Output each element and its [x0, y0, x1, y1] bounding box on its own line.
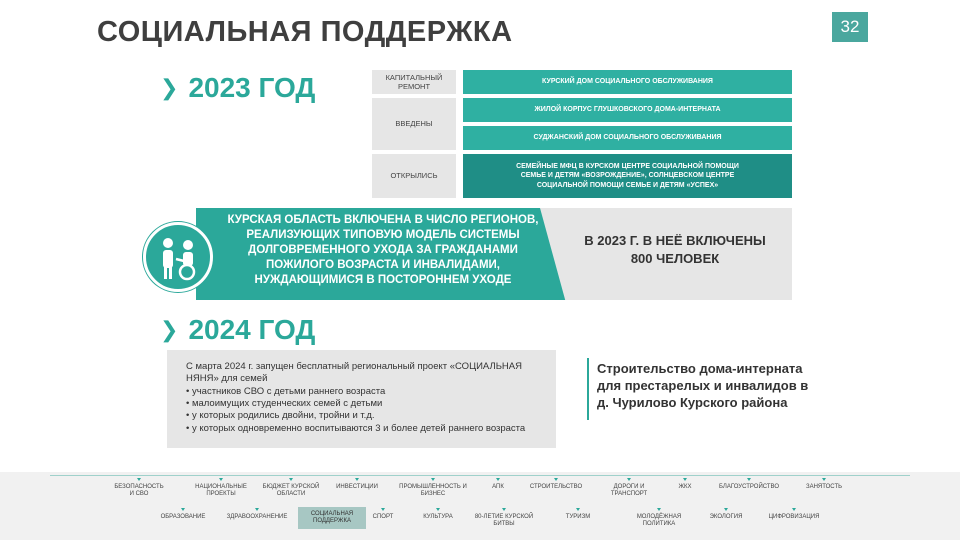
nav-kursk-battle[interactable]: 80-ЛЕТИЕ КУРСКОЙ БИТВЫ	[472, 514, 536, 528]
row-item-introduced-1: ЖИЛОЙ КОРПУС ГЛУШКОВСКОГО ДОМА-ИНТЕРНАТА	[463, 98, 792, 122]
chevron-right-icon: ❯	[160, 75, 179, 100]
nav-tourism[interactable]: ТУРИЗМ	[556, 514, 600, 521]
row-label-introduced: ВВЕДЕНЫ	[372, 98, 456, 150]
included-count: 800	[630, 250, 653, 266]
year-2023-heading	[160, 72, 315, 104]
nav-culture[interactable]: КУЛЬТУРА	[414, 514, 462, 521]
nav-youth-policy[interactable]: МОЛОДЁЖНАЯ ПОЛИТИКА	[630, 514, 688, 528]
banner-text: КУРСКАЯ ОБЛАСТЬ ВКЛЮЧЕНА В ЧИСЛО РЕГИОНОВ, РЕАЛИЗУЮЩИХ ТИПОВУЮ МОДЕЛЬ СИСТЕМЫ ДОЛГОВРЕМЕННОГО УХОДА ЗА ГРАЖДАНАМИ ПОЖИЛОГО ВОЗРАСТА И ИНВАЛИДАМИ, НУЖДАЮЩИМИСЯ В ПОСТОРОННЕМ УХОДЕ	[227, 214, 539, 286]
year-2023-label: 2023 ГОД	[188, 72, 316, 103]
nav-healthcare[interactable]: ЗДРАВООХРАНЕНИЕ	[222, 514, 292, 521]
nav-security[interactable]: БЕЗОПАСНОСТЬ И СВО	[112, 484, 166, 498]
page-title: СОЦИАЛЬНАЯ ПОДДЕРЖКА	[97, 16, 513, 48]
nav-roads[interactable]: ДОРОГИ И ТРАНСПОРТ	[600, 484, 658, 498]
nav-agro[interactable]: АПК	[484, 484, 512, 491]
footer-divider	[50, 475, 910, 476]
nav-digitalization[interactable]: ЦИФРОВИЗАЦИЯ	[762, 514, 826, 521]
project-text	[186, 361, 556, 435]
included-line1: В 2023 Г. В НЕЁ ВКЛЮЧЕНЫ	[584, 233, 766, 248]
project-intro: С марта 2024 г. запущен бесплатный региональный проект «СОЦИАЛЬНАЯ НЯНЯ» для семей	[186, 361, 522, 385]
nav-construction[interactable]: СТРОИТЕЛЬСТВО	[524, 484, 588, 491]
divider	[587, 358, 589, 420]
nav-national-projects[interactable]: НАЦИОНАЛЬНЫЕ ПРОЕКТЫ	[190, 484, 252, 498]
row-item-capital: КУРСКИЙ ДОМ СОЦИАЛЬНОГО ОБСЛУЖИВАНИЯ	[463, 70, 792, 94]
project-bullet: • у которых родились двойни, тройни и т.д.	[186, 410, 375, 422]
chevron-right-icon: ❯	[160, 317, 179, 342]
row-label-opened: ОТКРЫЛИСЬ	[372, 154, 456, 198]
nav-sport[interactable]: СПОРТ	[364, 514, 402, 521]
year-2024-label: 2024 ГОД	[188, 314, 316, 345]
footer-nav	[0, 472, 960, 540]
nav-investments[interactable]: ИНВЕСТИЦИИ	[332, 484, 382, 491]
construction-text: Строительство дома-интерната для престарелых и инвалидов в д. Чурилово Курского района	[597, 361, 809, 410]
nav-improvement[interactable]: БЛАГОУСТРОЙСТВО	[714, 484, 784, 491]
included-unit: ЧЕЛОВЕК	[656, 250, 720, 266]
nav-budget[interactable]: БЮДЖЕТ КУРСКОЙ ОБЛАСТИ	[256, 484, 326, 498]
nav-ecology[interactable]: ЭКОЛОГИЯ	[702, 514, 750, 521]
nav-industry[interactable]: ПРОМЫШЛЕННОСТЬ И БИЗНЕС	[399, 484, 467, 498]
row-item-introduced-2: СУДЖАНСКИЙ ДОМ СОЦИАЛЬНОГО ОБСЛУЖИВАНИЯ	[463, 126, 792, 150]
nav-employment[interactable]: ЗАНЯТОСТЬ	[800, 484, 848, 491]
project-bullet: • участников СВО с детьми раннего возраста	[186, 385, 386, 397]
project-bullet: • у которых одновременно воспитываются 3 и более детей раннего возраста	[186, 422, 526, 434]
project-bullet: • малоимущих студенческих семей с детьми	[186, 398, 383, 410]
row-label-capital: КАПИТАЛЬНЫЙ РЕМОНТ	[372, 70, 456, 94]
nav-housing[interactable]: ЖКХ	[672, 484, 698, 491]
nav-social-support[interactable]: СОЦИАЛЬНАЯ ПОДДЕРЖКА	[298, 507, 366, 529]
elderly-care-icon	[143, 222, 213, 292]
year-2024-heading	[160, 314, 315, 346]
included-text	[560, 232, 790, 267]
page-number: 32	[832, 12, 868, 42]
nav-education[interactable]: ОБРАЗОВАНИЕ	[156, 514, 210, 521]
row-item-opened: СЕМЕЙНЫЕ МФЦ В КУРСКОМ ЦЕНТРЕ СОЦИАЛЬНОЙ ПОМОЩИ СЕМЬЕ И ДЕТЯМ «ВОЗРОЖДЕНИЕ», СОЛНЦЕВСКОМ ЦЕНТРЕ СОЦИАЛЬНОЙ ПОМОЩИ СЕМЬЕ И ДЕТЯМ «УСПЕХ»	[463, 154, 792, 198]
